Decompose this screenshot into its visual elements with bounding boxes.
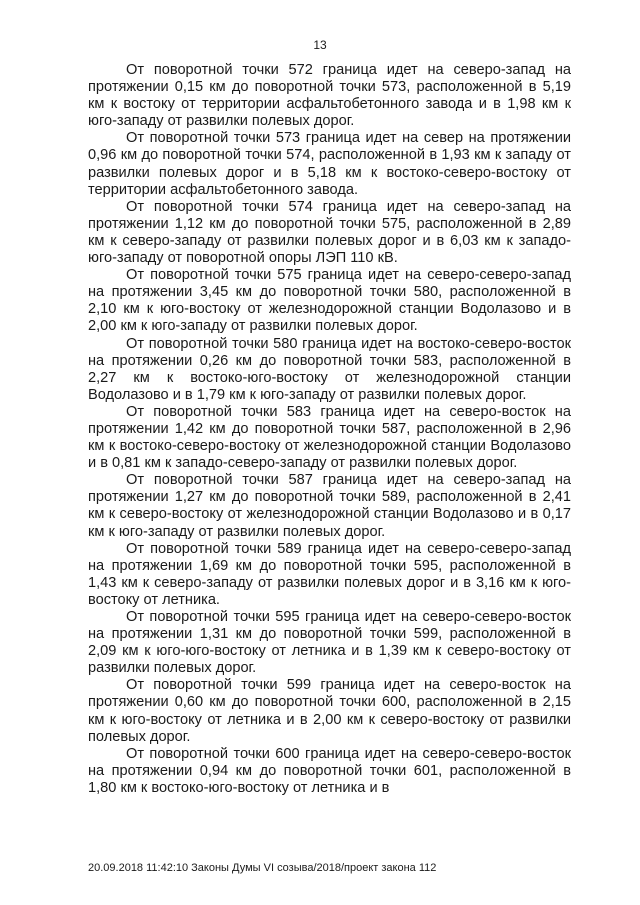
paragraph-boundary-589: От поворотной точки 589 граница идет на северо-северо-запад на протяжении 1,69 км до поворотной точки 595, расположенной в 1,43 км к северо-западу от развилки полевых дорог и в 3,16 км к юго-востоку от летника. xyxy=(88,540,571,608)
paragraph-boundary-572: От поворотной точки 572 граница идет на северо-запад на протяжении 0,15 км до поворотной точки 573, расположенной в 5,19 км к востоку от территории асфальтобетонного завода и в 1,98 км к юго-западу от развилки полевых дорог. xyxy=(88,62,571,130)
document-body xyxy=(88,62,571,797)
paragraph-boundary-587: От поворотной точки 587 граница идет на северо-запад на протяжении 1,27 км до поворотной точки 589, расположенной в 2,41 км к северо-востоку от железнодорожной станции Водолазово и в 0,17 км к юго-западу от развилки полевых дорог. xyxy=(88,472,571,540)
paragraph-boundary-583: От поворотной точки 583 граница идет на северо-восток на протяжении 1,42 км до поворотной точки 587, расположенной в 2,96 км к востоко-северо-востоку от железнодорожной станции Водолазово и в 0,81 км к западо-северо-западу от развилки полевых дорог. xyxy=(88,403,571,472)
paragraph-boundary-600: От поворотной точки 600 граница идет на северо-северо-восток на протяжении 0,94 км до поворотной точки 601, расположенной в 1,80 км к востоко-юго-востоку от летника и в xyxy=(88,745,571,796)
paragraph-boundary-574: От поворотной точки 574 граница идет на северо-запад на протяжении 1,12 км до поворотной точки 575, расположенной в 2,89 км к северо-западу от развилки полевых дорог и в 6,03 км к западо-юго-западу от поворотной опоры ЛЭП 110 кВ. xyxy=(88,198,571,267)
page-number: 13 xyxy=(313,38,327,52)
paragraph-boundary-573: От поворотной точки 573 граница идет на север на протяжении 0,96 км до поворотной точки 574, расположенной в 1,93 км к западу от развилки полевых дорог и в 5,18 км к востоко-северо-востоку от территории асфальтобетонного завода. xyxy=(88,130,571,198)
paragraph-boundary-595: От поворотной точки 595 граница идет на северо-северо-восток на протяжении 1,31 км до поворотной точки 599, расположенной в 2,09 км к юго-юго-востоку от летника и в 1,39 км к северо-востоку от развилки полевых дорог. xyxy=(88,609,571,677)
paragraph-boundary-580: От поворотной точки 580 граница идет на востоко-северо-восток на протяжении 0,26 км до поворотной точки 583, расположенной в 2,27 км к востоко-юго-востоку от железнодорожной станции Водолазово и в 1,79 км к юго-западу от развилки полевых дорог. xyxy=(88,335,571,403)
paragraph-boundary-599: От поворотной точки 599 граница идет на северо-восток на протяжении 0,60 км до поворотной точки 600, расположенной в 2,15 км к юго-востоку от летника и в 2,00 км к северо-востоку от развилки полевых дорог. xyxy=(88,677,571,745)
page-footer: 20.09.2018 11:42:10 Законы Думы VI созыва/2018/проект закона 112 xyxy=(88,862,437,874)
paragraph-boundary-575: От поворотной точки 575 граница идет на северо-северо-запад на протяжении 3,45 км до поворотной точки 580, расположенной в 2,10 км к юго-востоку от железнодорожной станции Водолазово и в 2,00 км к юго-западу от развилки полевых дорог. xyxy=(88,267,571,335)
